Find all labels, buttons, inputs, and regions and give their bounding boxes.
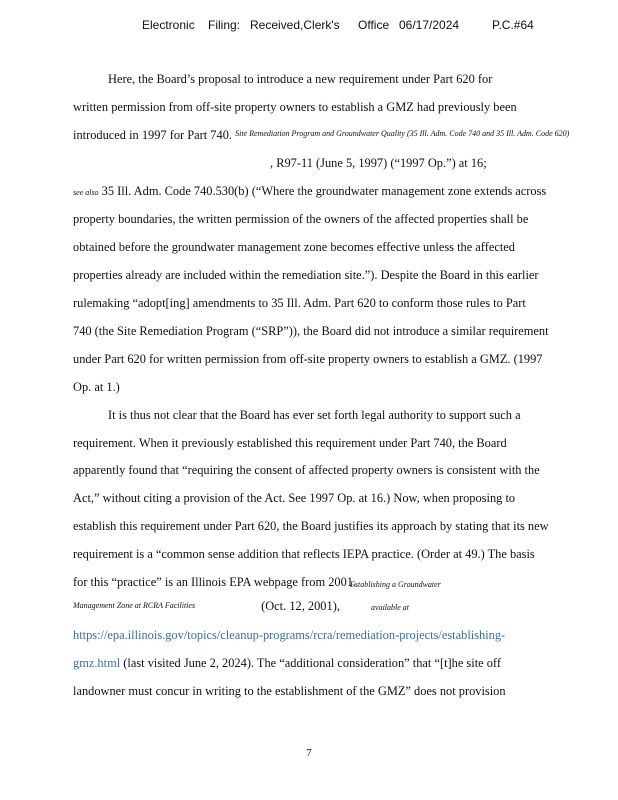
- citation-title-part: Establishing a Groundwater: [350, 580, 441, 589]
- source-link-tail[interactable]: gmz.html: [73, 656, 121, 670]
- text-fragment: introduced in 1997 for Part 740.: [73, 128, 232, 142]
- citation-title: Site Remediation Program and Groundwater Quality (35 Ill. Adm. Code 740 and 35 Ill. Adm. Code 620): [235, 129, 570, 138]
- paragraph-line: under Part 620 for written permission from off-site property owners to establish a GMZ. (1997: [73, 352, 543, 366]
- header-received: Received,Clerk's: [250, 18, 340, 32]
- paragraph-line: requirement. When it previously established this requirement under Part 740, the Board: [73, 436, 507, 450]
- paragraph-line: [73, 128, 575, 143]
- paragraph-line: rulemaking “adopt[ing] amendments to 35 Ill. Adm. Part 620 to conform those rules to Part: [73, 296, 526, 310]
- paragraph-line: apparently found that “requiring the consent of affected property owners is consistent with the: [73, 463, 540, 477]
- signal-available: available at: [371, 603, 410, 612]
- paragraph-line: [73, 599, 409, 614]
- paragraph-line: requirement is a “common sense addition that reflects IEPA practice. (Order at 49.) The basis: [73, 547, 535, 561]
- paragraph-line: establish this requirement under Part 620, the Board justifies its approach by stating that its new: [73, 519, 549, 533]
- paragraph-line: [73, 184, 546, 199]
- header-pc: P.C.#64: [492, 18, 534, 32]
- paragraph-line: obtained before the groundwater management zone becomes effective unless the affected: [73, 240, 515, 254]
- text-fragment: (last visited June 2, 2024). The “additional consideration” that “[t]he site off: [123, 656, 501, 670]
- paragraph-line: It is thus not clear that the Board has ever set forth legal authority to support such a: [108, 408, 521, 422]
- paragraph-line: property boundaries, the written permission of the owners of the affected properties shall be: [73, 212, 529, 226]
- header-office: Office: [358, 18, 390, 32]
- source-link[interactable]: https://epa.illinois.gov/topics/cleanup-programs/rcra/remediation-projects/establishing-: [73, 628, 506, 642]
- citation-title-line: Management Zone at RCRA Facilities: [73, 601, 196, 610]
- paragraph-line: 740 (the Site Remediation Program (“SRP”)), the Board did not introduce a similar requirement: [73, 324, 549, 338]
- header-date: 06/17/2024: [399, 18, 460, 32]
- paragraph-line: Op. at 1.): [73, 380, 120, 394]
- text-fragment: 35 Ill. Adm. Code 740.530(b) (“Where the groundwater management zone extends across: [101, 184, 547, 198]
- paragraph-line: Act,” without citing a provision of the Act. See 1997 Op. at 16.) Now, when proposing to: [73, 491, 516, 505]
- paragraph-line: landowner must concur in writing to the establishment of the GMZ” does not provision: [73, 684, 506, 698]
- header-electronic: Electronic: [142, 18, 195, 32]
- paragraph-line: Here, the Board’s proposal to introduce a new requirement under Part 620 for: [108, 72, 493, 86]
- text-fragment: (Oct. 12, 2001),: [261, 599, 340, 613]
- signal-see-also: see also: [73, 188, 99, 197]
- text-fragment: for this “practice” is an Illinois EPA webpage from 2001.: [73, 575, 357, 589]
- paragraph-line: properties already are included within the remediation site.”). Despite the Board in this earlier: [73, 268, 539, 282]
- paragraph-line: , R97-11 (June 5, 1997) (“1997 Op.”) at 16;: [270, 156, 487, 170]
- paragraph-line: [73, 575, 356, 590]
- paragraph-line: written permission from off-site property owners to establish a GMZ had previously been: [73, 100, 517, 114]
- paragraph-line: [73, 656, 501, 671]
- filing-header: [0, 18, 618, 38]
- header-filing: Filing:: [208, 18, 241, 32]
- page-number: 7: [306, 747, 312, 759]
